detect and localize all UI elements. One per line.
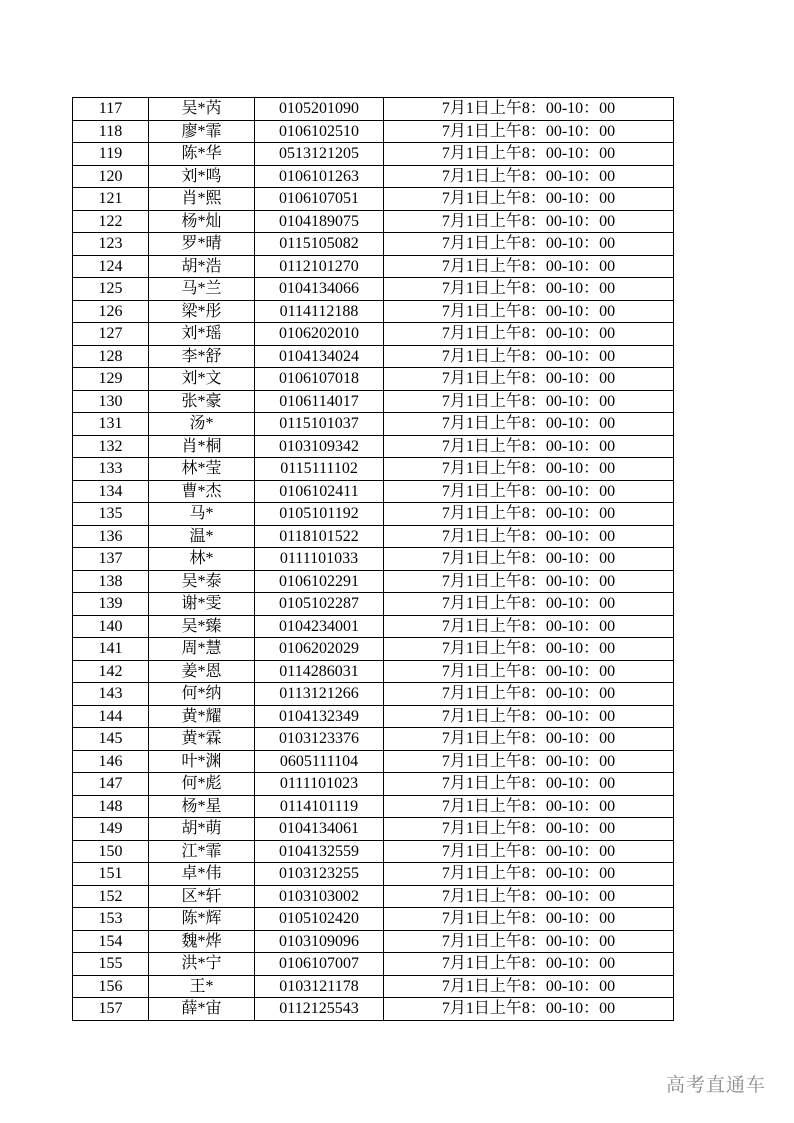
table-row xyxy=(73,930,674,953)
student-name-cell: 区*轩 xyxy=(149,885,255,908)
exam-time-cell: 7月1日上午8：00-10：00 xyxy=(384,795,674,818)
student-id-cell: 0105201090 xyxy=(255,98,384,121)
row-number-cell: 135 xyxy=(73,503,149,526)
row-number-cell: 148 xyxy=(73,795,149,818)
student-id-cell: 0106107018 xyxy=(255,368,384,391)
student-name-cell: 刘*瑶 xyxy=(149,323,255,346)
student-name-cell: 魏*烨 xyxy=(149,930,255,953)
exam-time-cell: 7月1日上午8：00-10：00 xyxy=(384,323,674,346)
table-row xyxy=(73,728,674,751)
table-row xyxy=(73,188,674,211)
table-row xyxy=(73,143,674,166)
table-row xyxy=(73,773,674,796)
student-name-cell: 叶*渊 xyxy=(149,750,255,773)
exam-time-cell: 7月1日上午8：00-10：00 xyxy=(384,975,674,998)
student-id-cell: 0113121266 xyxy=(255,683,384,706)
exam-time-cell: 7月1日上午8：00-10：00 xyxy=(384,548,674,571)
student-name-cell: 肖*熙 xyxy=(149,188,255,211)
exam-time-cell: 7月1日上午8：00-10：00 xyxy=(384,840,674,863)
exam-time-cell: 7月1日上午8：00-10：00 xyxy=(384,120,674,143)
student-id-cell: 0104132559 xyxy=(255,840,384,863)
student-id-cell: 0104234001 xyxy=(255,615,384,638)
student-name-cell: 林* xyxy=(149,548,255,571)
student-id-cell: 0104189075 xyxy=(255,210,384,233)
student-id-cell: 0106107007 xyxy=(255,953,384,976)
watermark-text: 高考直通车 xyxy=(665,1074,766,1096)
exam-time-cell: 7月1日上午8：00-10：00 xyxy=(384,863,674,886)
exam-time-cell: 7月1日上午8：00-10：00 xyxy=(384,368,674,391)
student-id-cell: 0103109096 xyxy=(255,930,384,953)
student-name-cell: 林*莹 xyxy=(149,458,255,481)
table-row xyxy=(73,548,674,571)
student-id-cell: 0115101037 xyxy=(255,413,384,436)
exam-time-cell: 7月1日上午8：00-10：00 xyxy=(384,390,674,413)
row-number-cell: 156 xyxy=(73,975,149,998)
table-row xyxy=(73,480,674,503)
row-number-cell: 118 xyxy=(73,120,149,143)
row-number-cell: 132 xyxy=(73,435,149,458)
row-number-cell: 123 xyxy=(73,233,149,256)
roster-table xyxy=(72,97,674,1021)
exam-time-cell: 7月1日上午8：00-10：00 xyxy=(384,930,674,953)
exam-time-cell: 7月1日上午8：00-10：00 xyxy=(384,188,674,211)
student-id-cell: 0103109342 xyxy=(255,435,384,458)
exam-time-cell: 7月1日上午8：00-10：00 xyxy=(384,458,674,481)
table-row xyxy=(73,390,674,413)
student-name-cell: 陈*辉 xyxy=(149,908,255,931)
student-name-cell: 姜*恩 xyxy=(149,660,255,683)
table-row xyxy=(73,458,674,481)
row-number-cell: 152 xyxy=(73,885,149,908)
row-number-cell: 122 xyxy=(73,210,149,233)
student-name-cell: 杨*星 xyxy=(149,795,255,818)
student-id-cell: 0513121205 xyxy=(255,143,384,166)
student-id-cell: 0111101023 xyxy=(255,773,384,796)
student-id-cell: 0112101270 xyxy=(255,255,384,278)
student-id-cell: 0114101119 xyxy=(255,795,384,818)
exam-time-cell: 7月1日上午8：00-10：00 xyxy=(384,593,674,616)
student-name-cell: 刘*鸣 xyxy=(149,165,255,188)
table-row xyxy=(73,750,674,773)
exam-time-cell: 7月1日上午8：00-10：00 xyxy=(384,143,674,166)
exam-time-cell: 7月1日上午8：00-10：00 xyxy=(384,638,674,661)
student-name-cell: 罗*晴 xyxy=(149,233,255,256)
row-number-cell: 142 xyxy=(73,660,149,683)
table-row xyxy=(73,863,674,886)
table-row xyxy=(73,953,674,976)
row-number-cell: 126 xyxy=(73,300,149,323)
row-number-cell: 137 xyxy=(73,548,149,571)
table-row xyxy=(73,525,674,548)
row-number-cell: 145 xyxy=(73,728,149,751)
student-name-cell: 吴*泰 xyxy=(149,570,255,593)
table-row xyxy=(73,345,674,368)
student-id-cell: 0104134066 xyxy=(255,278,384,301)
student-id-cell: 0111101033 xyxy=(255,548,384,571)
student-name-cell: 周*慧 xyxy=(149,638,255,661)
student-id-cell: 0106107051 xyxy=(255,188,384,211)
student-id-cell: 0104132349 xyxy=(255,705,384,728)
student-id-cell: 0106202029 xyxy=(255,638,384,661)
row-number-cell: 153 xyxy=(73,908,149,931)
exam-time-cell: 7月1日上午8：00-10：00 xyxy=(384,255,674,278)
table-row xyxy=(73,593,674,616)
row-number-cell: 134 xyxy=(73,480,149,503)
student-id-cell: 0114286031 xyxy=(255,660,384,683)
student-name-cell: 胡*萌 xyxy=(149,818,255,841)
table-row xyxy=(73,165,674,188)
student-name-cell: 黄*霖 xyxy=(149,728,255,751)
exam-time-cell: 7月1日上午8：00-10：00 xyxy=(384,278,674,301)
student-id-cell: 0114112188 xyxy=(255,300,384,323)
table-row xyxy=(73,840,674,863)
student-name-cell: 汤* xyxy=(149,413,255,436)
roster-table-body xyxy=(73,98,674,1021)
table-row xyxy=(73,975,674,998)
table-row xyxy=(73,255,674,278)
table-row xyxy=(73,705,674,728)
table-row xyxy=(73,368,674,391)
row-number-cell: 136 xyxy=(73,525,149,548)
student-id-cell: 0105102420 xyxy=(255,908,384,931)
student-name-cell: 谢*雯 xyxy=(149,593,255,616)
student-id-cell: 0103103002 xyxy=(255,885,384,908)
row-number-cell: 133 xyxy=(73,458,149,481)
student-name-cell: 胡*浩 xyxy=(149,255,255,278)
student-name-cell: 杨*灿 xyxy=(149,210,255,233)
row-number-cell: 155 xyxy=(73,953,149,976)
row-number-cell: 157 xyxy=(73,998,149,1021)
row-number-cell: 124 xyxy=(73,255,149,278)
exam-time-cell: 7月1日上午8：00-10：00 xyxy=(384,413,674,436)
table-row xyxy=(73,570,674,593)
row-number-cell: 127 xyxy=(73,323,149,346)
row-number-cell: 129 xyxy=(73,368,149,391)
student-name-cell: 吴*芮 xyxy=(149,98,255,121)
exam-time-cell: 7月1日上午8：00-10：00 xyxy=(384,435,674,458)
student-name-cell: 洪*宁 xyxy=(149,953,255,976)
row-number-cell: 150 xyxy=(73,840,149,863)
row-number-cell: 119 xyxy=(73,143,149,166)
student-id-cell: 0106202010 xyxy=(255,323,384,346)
row-number-cell: 146 xyxy=(73,750,149,773)
row-number-cell: 141 xyxy=(73,638,149,661)
student-id-cell: 0115111102 xyxy=(255,458,384,481)
table-row xyxy=(73,300,674,323)
table-row xyxy=(73,210,674,233)
table-row xyxy=(73,660,674,683)
row-number-cell: 139 xyxy=(73,593,149,616)
student-id-cell: 0106114017 xyxy=(255,390,384,413)
table-row xyxy=(73,98,674,121)
student-name-cell: 张*豪 xyxy=(149,390,255,413)
student-id-cell: 0118101522 xyxy=(255,525,384,548)
exam-time-cell: 7月1日上午8：00-10：00 xyxy=(384,683,674,706)
row-number-cell: 128 xyxy=(73,345,149,368)
student-id-cell: 0605111104 xyxy=(255,750,384,773)
student-id-cell: 0103123376 xyxy=(255,728,384,751)
student-name-cell: 江*霏 xyxy=(149,840,255,863)
student-name-cell: 何*纳 xyxy=(149,683,255,706)
student-name-cell: 刘*文 xyxy=(149,368,255,391)
student-id-cell: 0104134024 xyxy=(255,345,384,368)
student-id-cell: 0104134061 xyxy=(255,818,384,841)
student-id-cell: 0103123255 xyxy=(255,863,384,886)
exam-time-cell: 7月1日上午8：00-10：00 xyxy=(384,885,674,908)
exam-time-cell: 7月1日上午8：00-10：00 xyxy=(384,165,674,188)
exam-time-cell: 7月1日上午8：00-10：00 xyxy=(384,570,674,593)
student-name-cell: 何*彪 xyxy=(149,773,255,796)
table-row xyxy=(73,795,674,818)
exam-time-cell: 7月1日上午8：00-10：00 xyxy=(384,908,674,931)
exam-time-cell: 7月1日上午8：00-10：00 xyxy=(384,480,674,503)
exam-time-cell: 7月1日上午8：00-10：00 xyxy=(384,660,674,683)
student-name-cell: 温* xyxy=(149,525,255,548)
row-number-cell: 154 xyxy=(73,930,149,953)
table-row xyxy=(73,885,674,908)
student-name-cell: 黄*耀 xyxy=(149,705,255,728)
row-number-cell: 130 xyxy=(73,390,149,413)
row-number-cell: 140 xyxy=(73,615,149,638)
student-id-cell: 0105102287 xyxy=(255,593,384,616)
exam-time-cell: 7月1日上午8：00-10：00 xyxy=(384,210,674,233)
table-row xyxy=(73,908,674,931)
exam-time-cell: 7月1日上午8：00-10：00 xyxy=(384,525,674,548)
student-name-cell: 廖*霏 xyxy=(149,120,255,143)
student-name-cell: 卓*伟 xyxy=(149,863,255,886)
table-row xyxy=(73,615,674,638)
row-number-cell: 125 xyxy=(73,278,149,301)
row-number-cell: 147 xyxy=(73,773,149,796)
row-number-cell: 117 xyxy=(73,98,149,121)
student-name-cell: 马*兰 xyxy=(149,278,255,301)
student-id-cell: 0106102510 xyxy=(255,120,384,143)
row-number-cell: 120 xyxy=(73,165,149,188)
exam-time-cell: 7月1日上午8：00-10：00 xyxy=(384,953,674,976)
row-number-cell: 121 xyxy=(73,188,149,211)
exam-time-cell: 7月1日上午8：00-10：00 xyxy=(384,773,674,796)
student-id-cell: 0105101192 xyxy=(255,503,384,526)
table-row xyxy=(73,998,674,1021)
table-row xyxy=(73,683,674,706)
row-number-cell: 151 xyxy=(73,863,149,886)
student-name-cell: 吴*臻 xyxy=(149,615,255,638)
row-number-cell: 138 xyxy=(73,570,149,593)
row-number-cell: 144 xyxy=(73,705,149,728)
table-row xyxy=(73,278,674,301)
row-number-cell: 131 xyxy=(73,413,149,436)
exam-time-cell: 7月1日上午8：00-10：00 xyxy=(384,818,674,841)
student-id-cell: 0103121178 xyxy=(255,975,384,998)
student-name-cell: 陈*华 xyxy=(149,143,255,166)
row-number-cell: 149 xyxy=(73,818,149,841)
table-row xyxy=(73,818,674,841)
table-row xyxy=(73,435,674,458)
student-name-cell: 曹*杰 xyxy=(149,480,255,503)
student-id-cell: 0112125543 xyxy=(255,998,384,1021)
table-row xyxy=(73,233,674,256)
student-id-cell: 0106101263 xyxy=(255,165,384,188)
exam-time-cell: 7月1日上午8：00-10：00 xyxy=(384,300,674,323)
table-row xyxy=(73,413,674,436)
student-id-cell: 0106102411 xyxy=(255,480,384,503)
row-number-cell: 143 xyxy=(73,683,149,706)
student-name-cell: 薛*宙 xyxy=(149,998,255,1021)
student-name-cell: 李*舒 xyxy=(149,345,255,368)
table-row xyxy=(73,638,674,661)
table-row xyxy=(73,120,674,143)
exam-time-cell: 7月1日上午8：00-10：00 xyxy=(384,503,674,526)
student-name-cell: 肖*桐 xyxy=(149,435,255,458)
exam-time-cell: 7月1日上午8：00-10：00 xyxy=(384,345,674,368)
exam-time-cell: 7月1日上午8：00-10：00 xyxy=(384,233,674,256)
student-id-cell: 0115105082 xyxy=(255,233,384,256)
student-name-cell: 马* xyxy=(149,503,255,526)
exam-time-cell: 7月1日上午8：00-10：00 xyxy=(384,750,674,773)
exam-time-cell: 7月1日上午8：00-10：00 xyxy=(384,615,674,638)
table-row xyxy=(73,503,674,526)
exam-time-cell: 7月1日上午8：00-10：00 xyxy=(384,98,674,121)
student-name-cell: 王* xyxy=(149,975,255,998)
exam-time-cell: 7月1日上午8：00-10：00 xyxy=(384,705,674,728)
student-name-cell: 梁*彤 xyxy=(149,300,255,323)
student-id-cell: 0106102291 xyxy=(255,570,384,593)
table-row xyxy=(73,323,674,346)
exam-time-cell: 7月1日上午8：00-10：00 xyxy=(384,998,674,1021)
exam-time-cell: 7月1日上午8：00-10：00 xyxy=(384,728,674,751)
